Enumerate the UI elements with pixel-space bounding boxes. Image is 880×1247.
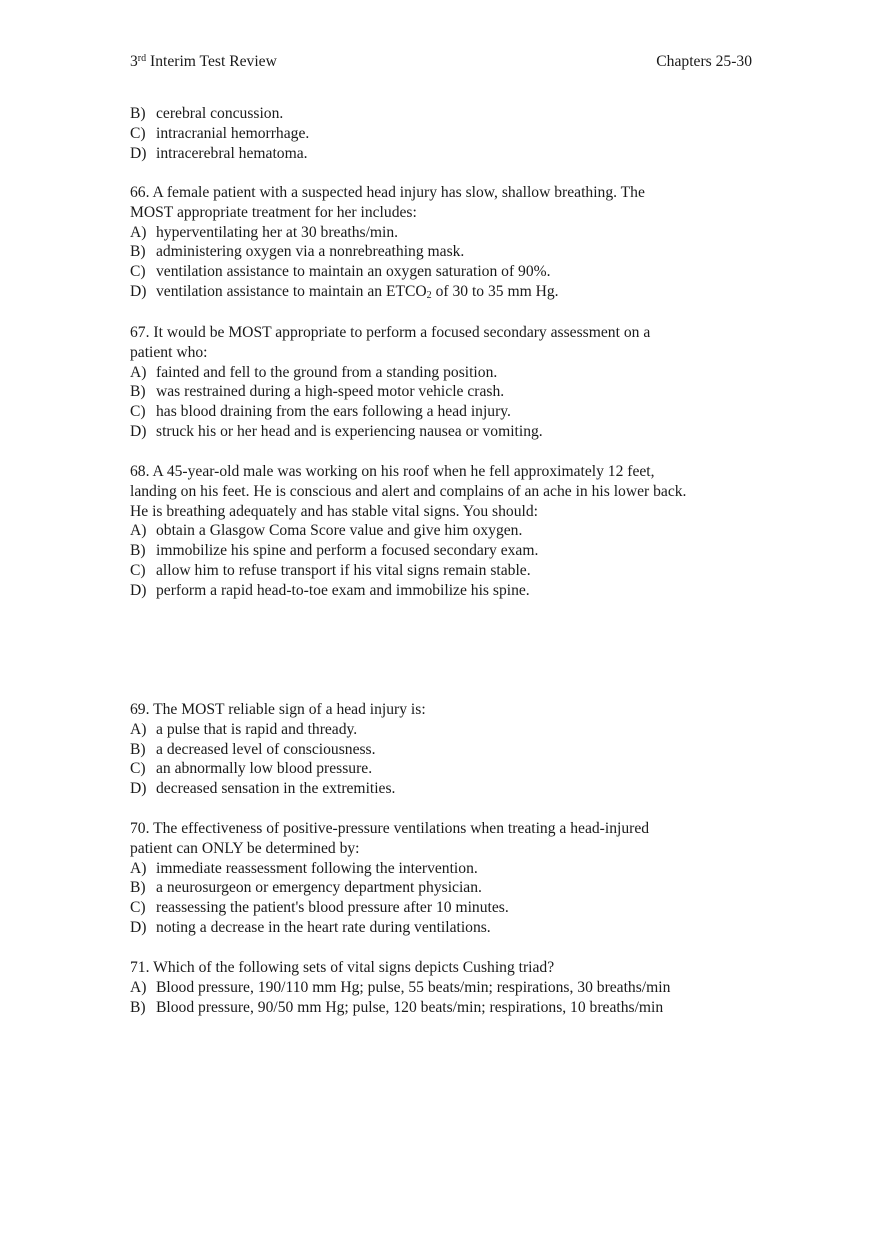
choice-69-c: C) an abnormally low blood pressure. xyxy=(130,760,373,778)
choice-66-a: A) hyperventilating her at 30 breaths/min. xyxy=(130,223,399,241)
question-66-stem-line-1: 66. A female patient with a suspected head injury has slow, shallow breathing. The xyxy=(130,184,645,201)
question-69 xyxy=(130,700,760,799)
question-71 xyxy=(130,958,760,1017)
choice-66-b: B) administering oxygen via a nonrebreathing mask. xyxy=(130,243,465,261)
question-67-stem-line-2: patient who: xyxy=(130,343,208,361)
question-66-stem-line-2: MOST appropriate treatment for her includes: xyxy=(130,203,417,221)
question-66 xyxy=(130,183,760,302)
question-70-stem-line-1: 70. The effectiveness of positive-pressure ventilations when treating a head-injured xyxy=(130,820,650,837)
choice-69-a: A) a pulse that is rapid and thready. xyxy=(130,720,358,738)
choice-68-d: D) perform a rapid head-to-toe exam and immobilize his spine. xyxy=(130,581,530,599)
choice-71-a: A) Blood pressure, 190/110 mm Hg; pulse, 55 beats/min; respirations, 30 breaths/min xyxy=(130,978,671,996)
question-68 xyxy=(130,462,760,601)
question-67-stem-line-1: 67. It would be MOST appropriate to perform a focused secondary assessment on a xyxy=(130,324,651,341)
choice-71-b: B) Blood pressure, 90/50 mm Hg; pulse, 120 beats/min; respirations, 10 breaths/min xyxy=(130,998,664,1016)
choice-66-d: D) ventilation assistance to maintain an $ETCO_2$ of 30 to 35 mm Hg. xyxy=(130,282,559,301)
choice-70-b: B) a neurosurgeon or emergency department physician. xyxy=(130,879,482,897)
question-65-tail xyxy=(130,104,760,163)
header-chapters: Chapters 25-30 xyxy=(656,53,752,70)
question-70 xyxy=(130,819,760,938)
question-68-stem-line-1: 68. A 45-year-old male was working on his roof when he fell approximately 12 feet, xyxy=(130,463,655,480)
question-71-stem-line-1: 71. Which of the following sets of vital signs depicts Cushing triad? xyxy=(130,959,555,976)
question-69-stem-line-1: 69. The MOST reliable sign of a head injury is: xyxy=(130,701,426,718)
question-68-stem-line-3: He is breathing adequately and has stable vital signs. You should: xyxy=(130,502,538,520)
choice-69-b: B) a decreased level of consciousness. xyxy=(130,740,376,758)
header-title: 3rd Interim Test Review xyxy=(130,53,277,70)
choice-70-c: C) reassessing the patient's blood pressure after 10 minutes. xyxy=(130,899,509,917)
choice-68-a: A) obtain a Glasgow Coma Score value and give him oxygen. xyxy=(130,522,523,540)
choice-66-c: C) ventilation assistance to maintain an oxygen saturation of 90%. xyxy=(130,263,551,281)
choice-65-b: B) cerebral concussion. xyxy=(130,105,284,122)
choice-67-b: B) was restrained during a high-speed motor vehicle crash. xyxy=(130,383,505,401)
choice-70-d: D) noting a decrease in the heart rate during ventilations. xyxy=(130,918,491,936)
choice-68-b: B) immobilize his spine and perform a focused secondary exam. xyxy=(130,542,539,560)
choice-65-c: C) intracranial hemorrhage. xyxy=(130,124,310,142)
choice-70-a: A) immediate reassessment following the intervention. xyxy=(130,859,478,877)
choice-69-d: D) decreased sensation in the extremities. xyxy=(130,780,396,798)
choice-67-d: D) struck his or her head and is experiencing nausea or vomiting. xyxy=(130,422,543,440)
choice-65-d: D) intracerebral hematoma. xyxy=(130,144,308,162)
question-68-stem-line-2: landing on his feet. He is conscious and alert and complains of an ache in his lower back. xyxy=(130,482,687,500)
choice-67-c: C) has blood draining from the ears following a head injury. xyxy=(130,403,511,421)
choice-68-c: C) allow him to refuse transport if his vital signs remain stable. xyxy=(130,561,531,579)
choice-67-a: A) fainted and fell to the ground from a standing position. xyxy=(130,363,498,381)
question-67 xyxy=(130,323,760,442)
question-70-stem-line-2: patient can ONLY be determined by: xyxy=(130,839,360,857)
page-header xyxy=(130,53,752,73)
